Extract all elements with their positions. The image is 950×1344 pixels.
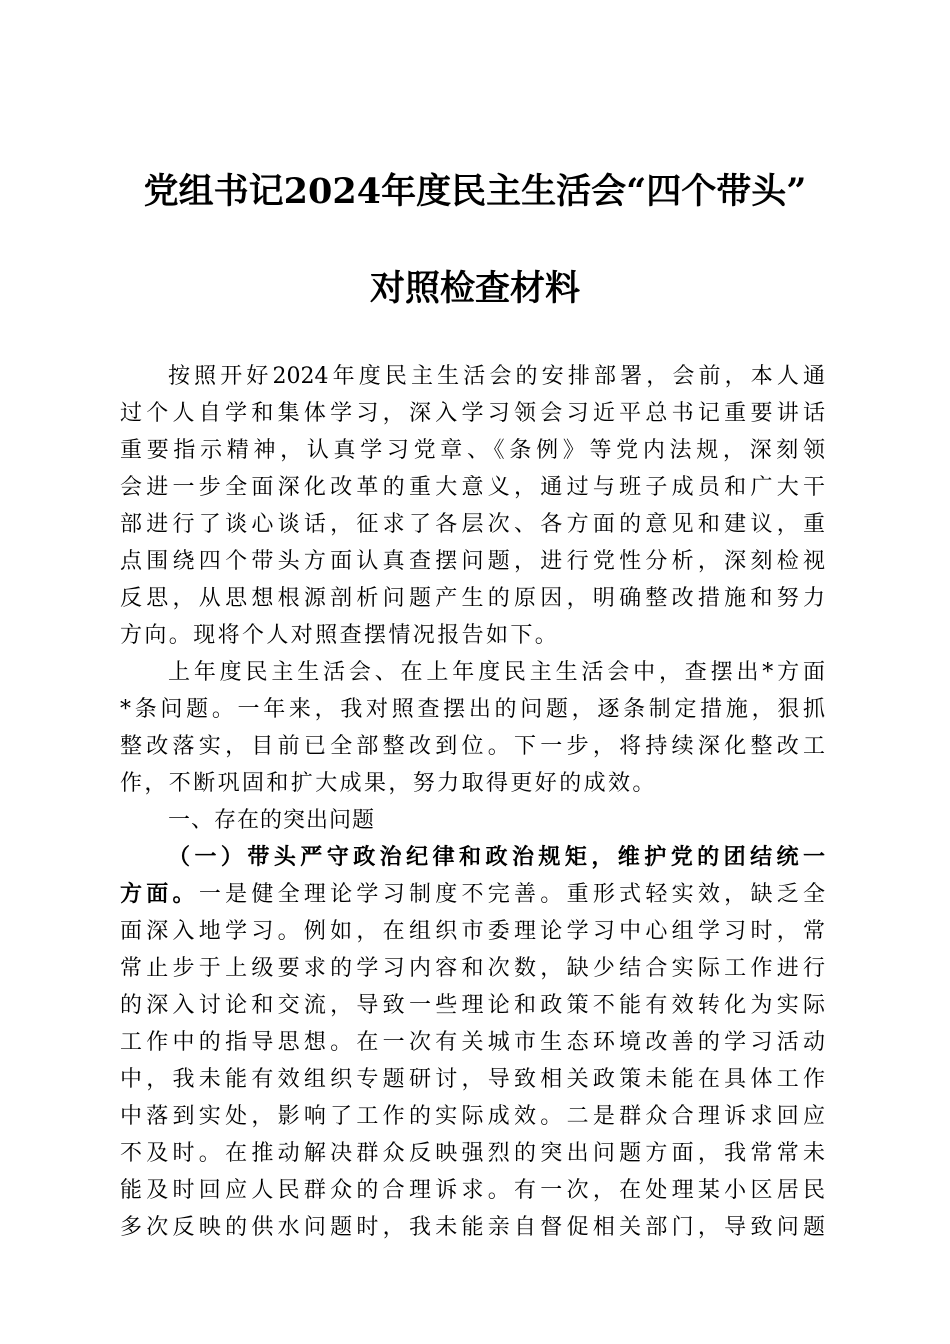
paragraph-1-line: 重要指示精神，认真学习党章、《条例》等党内法规，深刻领 [120, 438, 825, 463]
paragraph-1-line: 点围绕四个带头方面认真查摆问题，进行党性分析，深刻检视 [120, 549, 825, 574]
document-title-line-2: 对照检查材料 [369, 268, 580, 309]
paragraph-2-line: *条问题。一年来，我对照查摆出的问题，逐条制定措施，狠抓 [120, 697, 825, 722]
paragraph-3-line: 不及时。在推动解决群众反映强烈的突出问题方面，我常常未 [120, 1141, 825, 1166]
paragraph-3-line: 工作中的指导思想。在一次有关城市生态环境改善的学习活动 [120, 1030, 825, 1055]
paragraph-3-line: 中，我未能有效组织专题研讨，导致相关政策未能在具体工作 [120, 1067, 825, 1092]
paragraph-1-line: 过个人自学和集体学习，深入学习领会习近平总书记重要讲话 [120, 401, 825, 426]
paragraph-3-line: 中落到实处，影响了工作的实际成效。二是群众合理诉求回应 [120, 1104, 825, 1129]
paragraph-1-line: 部进行了谈心谈话，征求了各层次、各方面的意见和建议，重 [120, 512, 825, 537]
paragraph-2-line: 整改落实，目前已全部整改到位。下一步，将持续深化整改工 [120, 734, 825, 759]
document-title-line-1: 党组书记2024年度民主生活会“四个带头” [143, 171, 807, 212]
paragraph-3-line: 的深入讨论和交流，导致一些理论和政策不能有效转化为实际 [120, 993, 825, 1018]
paragraph-1-line: 会进一步全面深化改革的重大意义，通过与班子成员和广大干 [120, 475, 825, 500]
subsection-heading-tail: 方面。 [120, 881, 199, 907]
paragraph-2-line: 上年度民主生活会、在上年度民主生活会中，查摆出*方面 [168, 660, 825, 685]
document-body [120, 358, 825, 1246]
paragraph-1-line: 方向。现将个人对照查摆情况报告如下。 [120, 623, 560, 648]
paragraph-2-line: 作，不断巩固和扩大成果，努力取得更好的成效。 [120, 771, 657, 796]
paragraph-1-line: 按照开好2024年度民主生活会的安排部署，会前，本人通 [168, 364, 825, 389]
section-heading: 一、存在的突出问题 [168, 808, 376, 833]
paragraph-3-line: 常止步于上级要求的学习内容和次数，缺少结合实际工作进行 [120, 956, 825, 981]
paragraph-3-line: 面深入地学习。例如，在组织市委理论学习中心组学习时，常 [120, 919, 825, 944]
paragraph-3-text: 一是健全理论学习制度不完善。重形式轻实效，缺乏全 [198, 882, 825, 907]
paragraph-3-line [120, 876, 825, 913]
paragraph-1-line: 反思，从思想根源剖析问题产生的原因，明确整改措施和努力 [120, 586, 825, 611]
paragraph-3-line: 能及时回应人民群众的合理诉求。有一次，在处理某小区居民 [120, 1178, 825, 1203]
paragraph-3-line: 多次反映的供水问题时，我未能亲自督促相关部门，导致问题 [120, 1215, 825, 1240]
subsection-heading: （一）带头严守政治纪律和政治规矩，维护党的团结统一 [168, 844, 825, 870]
